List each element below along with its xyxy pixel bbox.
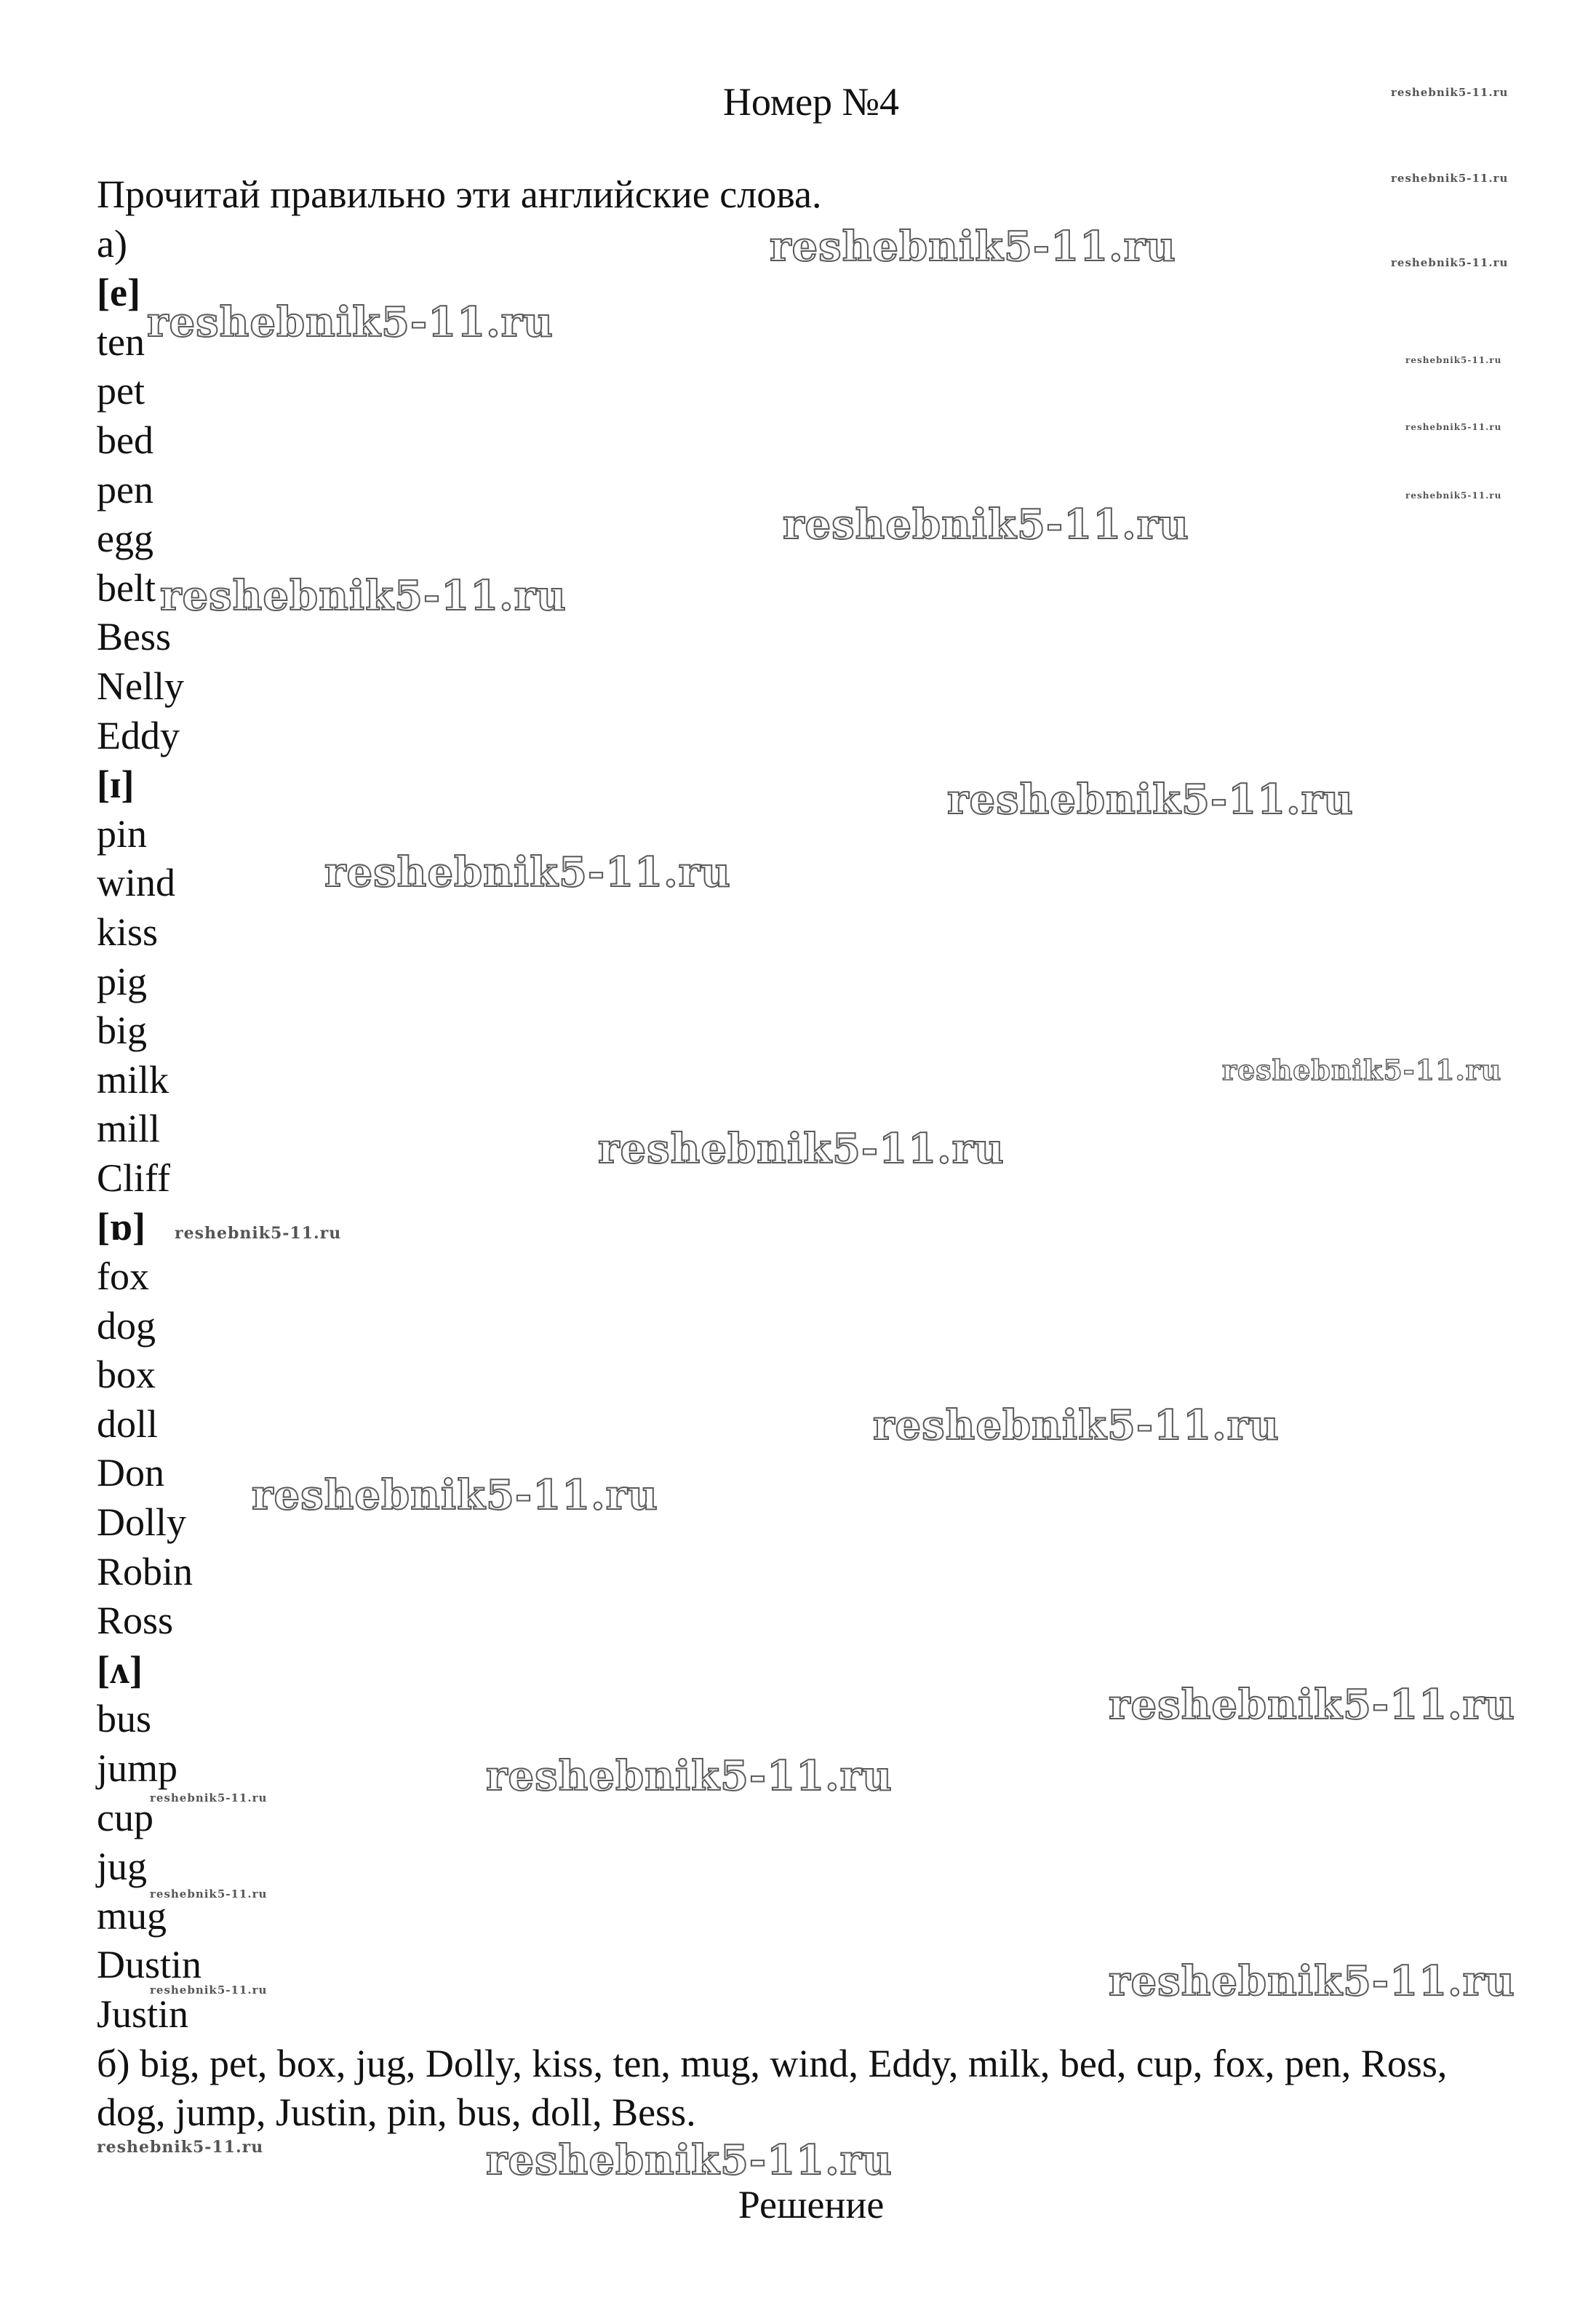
word-item: pet bbox=[97, 369, 145, 413]
sound-o-label: [ɒ] bbox=[97, 1205, 145, 1249]
watermark-logo: reshebnik5-11.ru bbox=[150, 1791, 268, 1804]
watermark-logo: reshebnik5-11.ru bbox=[770, 223, 1176, 271]
word-item: Nelly bbox=[97, 664, 184, 708]
word-item: bus bbox=[97, 1697, 152, 1741]
watermark-logo: reshebnik5-11.ru bbox=[1109, 1957, 1515, 2005]
word-item: pin bbox=[97, 811, 148, 856]
word-item: pen bbox=[97, 467, 153, 512]
word-item: big bbox=[97, 1008, 148, 1053]
watermark-logo: reshebnik5-11.ru bbox=[873, 1401, 1280, 1449]
word-item: kiss bbox=[97, 910, 159, 954]
word-item: Justin bbox=[97, 1991, 189, 2036]
watermark-logo: reshebnik5-11.ru bbox=[598, 1125, 1005, 1173]
word-item: fox bbox=[97, 1254, 149, 1299]
word-item: ten bbox=[97, 319, 145, 364]
watermark-logo: reshebnik5-11.ru bbox=[1405, 490, 1502, 501]
word-item: mug bbox=[97, 1893, 167, 1938]
word-item: Bess bbox=[97, 615, 172, 659]
watermark-logo: reshebnik5-11.ru bbox=[1109, 1681, 1515, 1729]
word-item: egg bbox=[97, 517, 153, 561]
word-item: Cliff bbox=[97, 1155, 171, 1200]
watermark-logo: reshebnik5-11.ru bbox=[160, 572, 567, 620]
watermark-logo: reshebnik5-11.ru bbox=[147, 298, 554, 346]
watermark-logo: reshebnik5-11.ru bbox=[1222, 1054, 1502, 1086]
watermark-logo: reshebnik5-11.ru bbox=[947, 776, 1354, 824]
word-item: box bbox=[97, 1353, 156, 1397]
word-item: mill bbox=[97, 1107, 161, 1151]
word-item: doll bbox=[97, 1401, 159, 1446]
word-item: bed bbox=[97, 418, 153, 462]
watermark-logo: reshebnik5-11.ru bbox=[1391, 86, 1509, 99]
exercise-body bbox=[97, 170, 1523, 2138]
watermark-logo: reshebnik5-11.ru bbox=[150, 1983, 268, 1997]
watermark-logo: reshebnik5-11.ru bbox=[1405, 422, 1502, 432]
word-item: jump bbox=[97, 1746, 178, 1790]
word-item: pig bbox=[97, 959, 148, 1003]
watermark-logo: reshebnik5-11.ru bbox=[486, 1752, 893, 1800]
instruction-text: Прочитай правильно эти английские слова. bbox=[97, 172, 822, 216]
sound-e-label: [e] bbox=[97, 271, 140, 315]
watermark-logo: reshebnik5-11.ru bbox=[324, 848, 731, 896]
watermark-logo: reshebnik5-11.ru bbox=[150, 1887, 268, 1901]
part-a-label: а) bbox=[97, 221, 127, 266]
word-item: jug bbox=[97, 1845, 148, 1889]
watermark-logo: reshebnik5-11.ru bbox=[252, 1471, 658, 1519]
word-item: belt bbox=[97, 565, 156, 610]
watermark-logo: reshebnik5-11.ru bbox=[783, 501, 1189, 549]
word-item: wind bbox=[97, 861, 175, 905]
watermark-logo: reshebnik5-11.ru bbox=[175, 1224, 342, 1243]
sound-u-label: [ʌ] bbox=[97, 1647, 143, 1692]
word-item: Don bbox=[97, 1451, 164, 1495]
solution-label: Решение bbox=[738, 2183, 885, 2226]
word-item: cup bbox=[97, 1795, 153, 1839]
word-item: Dolly bbox=[97, 1500, 187, 1545]
word-item: dog bbox=[97, 1303, 156, 1348]
sound-i-label: [ɪ] bbox=[97, 763, 135, 807]
watermark-logo: reshebnik5-11.ru bbox=[1391, 256, 1509, 269]
watermark-logo: reshebnik5-11.ru bbox=[486, 2136, 893, 2184]
page-title: Номер №4 bbox=[722, 80, 900, 124]
word-item: Ross bbox=[97, 1599, 174, 1643]
word-item: milk bbox=[97, 1057, 169, 1102]
word-item: Dustin bbox=[97, 1943, 202, 1987]
word-item: Eddy bbox=[97, 713, 180, 757]
watermark-logo: reshebnik5-11.ru bbox=[1405, 355, 1502, 365]
word-item: Robin bbox=[97, 1549, 193, 1593]
part-b-text: б) big, pet, box, jug, Dolly, kiss, ten, mug, wind, Eddy, milk, bed, cup, fox, pen, Ross, dog, jump, Justin, pin, bus, doll, Bess. bbox=[97, 2041, 1448, 2135]
watermark-logo: reshebnik5-11.ru bbox=[97, 2138, 264, 2157]
watermark-logo: reshebnik5-11.ru bbox=[1391, 172, 1509, 185]
